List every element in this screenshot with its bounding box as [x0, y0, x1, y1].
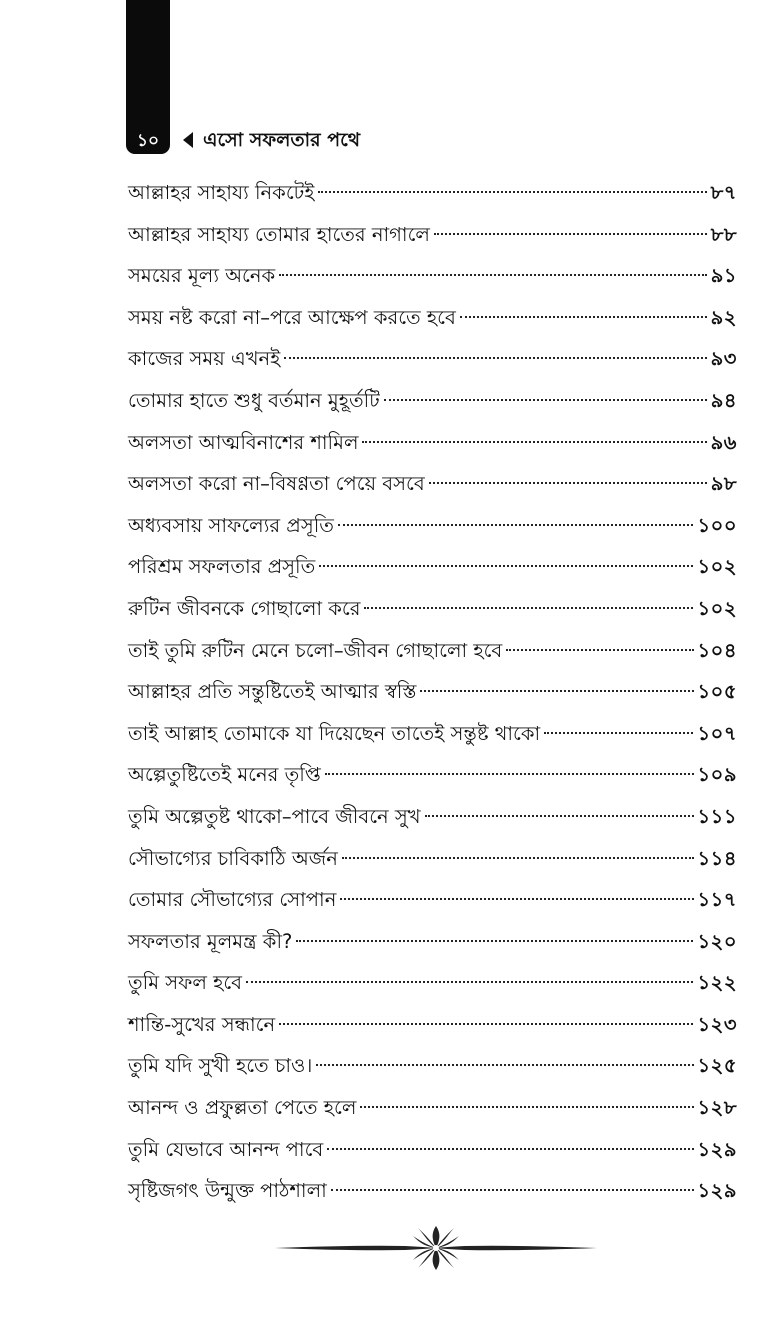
dot-leader [544, 732, 693, 734]
toc-entry [128, 962, 737, 1004]
dot-leader [279, 274, 707, 276]
toc-entry [128, 671, 737, 713]
toc-entry-title: তাই তুমি রুটিন মেনে চলো–জীবন গোছালো হবে [128, 638, 503, 662]
toc-entry [128, 1129, 737, 1171]
dot-leader [362, 441, 706, 443]
toc-entry-page-number: ১০৭ [697, 721, 737, 745]
toc-entry-title: আল্লাহর সাহায্য তোমার হাতের নাগালে [128, 222, 430, 246]
toc-entry-page-number: ১০৯ [697, 763, 737, 787]
dot-leader [331, 1189, 694, 1191]
toc-entry [128, 1170, 737, 1212]
dot-leader [506, 649, 693, 651]
toc-entry-title: অল্পেতুষ্টিতেই মনের তৃপ্তি [128, 763, 321, 787]
dot-leader [296, 940, 693, 942]
toc-entry-page-number: ১০৪ [697, 638, 737, 662]
toc-entry-title: সফলতার মূলমন্ত্র কী? [128, 929, 293, 953]
dot-leader [338, 524, 694, 526]
dot-leader [460, 316, 707, 318]
toc-entry [128, 588, 737, 630]
toc-entry [128, 338, 737, 380]
toc-entry-page-number: ১২৫ [697, 1054, 737, 1078]
toc-entry-title: সৃষ্টিজগৎ উন্মুক্ত পাঠশালা [128, 1179, 327, 1203]
toc-entry-title: পরিশ্রম সফলতার প্রসূতি [128, 555, 316, 579]
running-header-title: এসো সফলতার পথে [203, 129, 361, 151]
toc-entry-title: তুমি সফল হবে [128, 971, 243, 995]
toc-entry [128, 713, 737, 755]
toc-entry [128, 1087, 737, 1129]
dot-leader [279, 1023, 693, 1025]
dot-leader [246, 981, 693, 983]
toc-entry-title: তুমি যেভাবে আনন্দ পাবে [128, 1137, 324, 1161]
toc-entry [128, 255, 737, 297]
toc-entry-page-number: ১১৪ [697, 846, 737, 870]
dot-leader [360, 1106, 693, 1108]
toc-entry-page-number: ৯৬ [710, 430, 737, 454]
toc-entry-page-number: ৯৩ [710, 347, 737, 371]
toc-entry-title: অধ্যবসায় সাফল্যের প্রসূতি [128, 513, 334, 537]
toc-entry-title: সময় নষ্ট করো না–পরে আক্ষেপ করতে হবে [128, 305, 456, 329]
dot-leader [284, 357, 706, 359]
toc-entry [128, 1045, 737, 1087]
dot-leader [325, 773, 694, 775]
toc-entry-title: রুটিন জীবনকে গোছালো করে [128, 596, 361, 620]
toc-entry-title: সময়ের মূল্য অনেক [128, 264, 276, 288]
toc-entry [128, 172, 737, 214]
page-number: ১০ [136, 131, 160, 151]
toc-entry-page-number: ১০২ [697, 596, 737, 620]
toc-entry-title: সৌভাগ্যের চাবিকাঠি অর্জন [128, 846, 338, 870]
toc-entry-title: শান্তি-সুখের সন্ধানে [128, 1012, 276, 1036]
toc-entry-title: তোমার হাতে শুধু বর্তমান মুহূর্তটি [128, 388, 380, 412]
toc-entry-title: তোমার সৌভাগ্যের সোপান [128, 888, 337, 912]
toc-entry-page-number: ৯১ [710, 264, 737, 288]
dot-leader [340, 898, 693, 900]
toc-entry-title: কাজের সময় এখনই [128, 347, 281, 371]
toc-entry [128, 380, 737, 422]
toc-entry-page-number: ৮৮ [710, 222, 737, 246]
toc-entry-page-number: ১১১ [697, 804, 737, 828]
flourish-ornament-icon [275, 1226, 597, 1270]
dot-leader [384, 399, 707, 401]
toc-entry-title: আনন্দ ও প্রফুল্লতা পেতে হলে [128, 1096, 357, 1120]
toc-entry-page-number: ১০৫ [697, 680, 737, 704]
toc-entry-title: আল্লাহর সাহায্য নিকটেই [128, 181, 315, 204]
toc-entry-page-number: ১২৯ [697, 1179, 737, 1203]
dot-leader [434, 233, 707, 235]
toc-entry [128, 630, 737, 672]
dot-leader [318, 191, 706, 193]
toc-entry-title: তুমি অল্পেতুষ্ট থাকো–পাবে জীবনে সুখ [128, 804, 421, 828]
toc-entry-page-number: ১০২ [697, 555, 737, 579]
toc-entry [128, 546, 737, 588]
toc-entry-page-number: ৮৭ [710, 181, 737, 204]
toc-entry-page-number: ১০০ [697, 513, 737, 537]
toc-entry-page-number: ১২২ [697, 971, 737, 995]
toc-entry-page-number: ৯২ [710, 305, 737, 329]
table-of-contents [128, 172, 737, 1212]
toc-entry [128, 297, 737, 339]
toc-entry-title: আল্লাহর প্রতি সন্তুষ্টিতেই আত্মার স্বস্তি [128, 680, 417, 704]
toc-entry-page-number: ১২৯ [697, 1137, 737, 1161]
dot-leader [364, 607, 693, 609]
toc-entry [128, 1004, 737, 1046]
toc-entry-page-number: ১২৩ [697, 1012, 737, 1036]
toc-entry-page-number: ১১৭ [697, 888, 737, 912]
toc-entry [128, 214, 737, 256]
dot-leader [319, 565, 693, 567]
dot-leader [327, 1148, 693, 1150]
toc-entry-title: অলসতা আত্মবিনাশের শামিল [128, 430, 359, 454]
toc-entry [128, 463, 737, 505]
toc-entry [128, 505, 737, 547]
arrow-left-icon [183, 132, 193, 148]
dot-leader [420, 690, 693, 692]
toc-entry [128, 921, 737, 963]
dot-leader [429, 482, 707, 484]
dot-leader [316, 1064, 693, 1066]
toc-entry-title: অলসতা করো না–বিষণ্ণতা পেয়ে বসবে [128, 472, 425, 496]
toc-entry-title: তাই আল্লাহ তোমাকে যা দিয়েছেন তাতেই সন্তুষ্ট থাকো [128, 721, 541, 745]
toc-entry [128, 754, 737, 796]
toc-entry [128, 796, 737, 838]
toc-entry [128, 422, 737, 464]
toc-entry-page-number: ১২৮ [697, 1096, 737, 1120]
toc-entry [128, 879, 737, 921]
toc-entry-title: তুমি যদি সুখী হতে চাও। [128, 1054, 313, 1078]
toc-entry-page-number: ১২০ [697, 929, 737, 953]
dot-leader [342, 857, 694, 859]
toc-entry [128, 838, 737, 880]
toc-entry-page-number: ৯৪ [710, 388, 737, 412]
dot-leader [425, 815, 694, 817]
toc-entry-page-number: ৯৮ [710, 472, 737, 496]
